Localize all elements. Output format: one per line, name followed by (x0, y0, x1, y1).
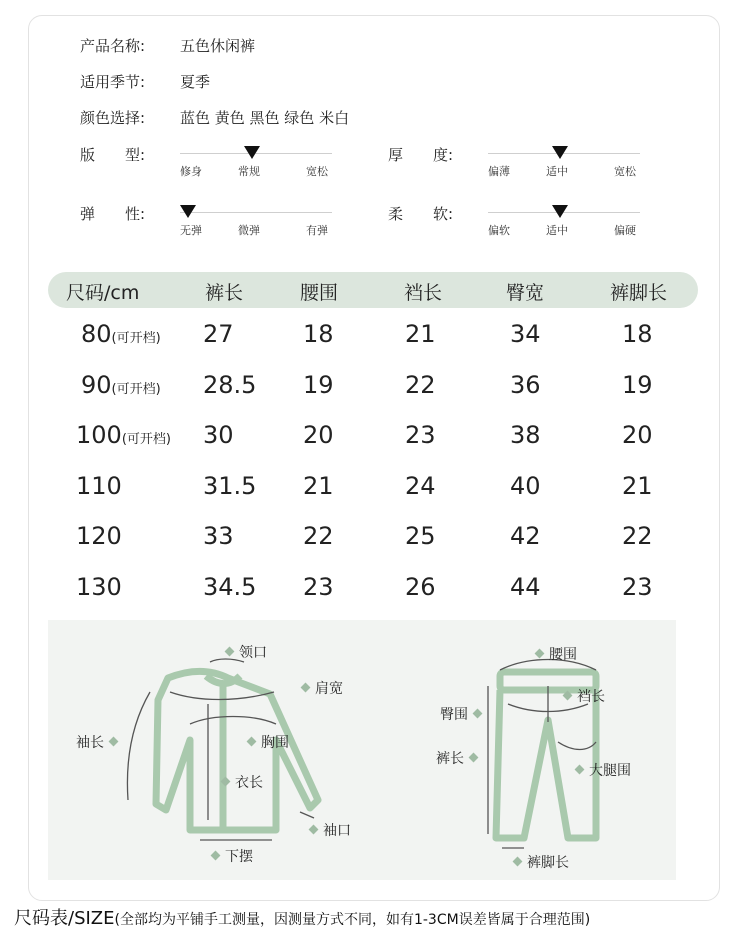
size-value: 90 (81, 370, 112, 399)
slider-marker-icon (552, 205, 568, 218)
slider-tick-label: 适中 (546, 224, 568, 237)
slider-tick-label: 无弹 (180, 224, 202, 237)
cell-length: 34.5 (203, 572, 257, 601)
color-value: 蓝色 黄色 黑色 绿色 米白 (180, 109, 350, 127)
slider-tick-label: 有弹 (306, 224, 328, 237)
product-name-value: 五色休闲裤 (180, 37, 256, 55)
size-value: 130 (76, 572, 122, 601)
cell-hip: 40 (510, 471, 541, 500)
label-chest: 胸围 (242, 732, 289, 752)
size-value: 100 (76, 421, 122, 449)
slider-marker-icon (552, 146, 568, 159)
cell-leg-opening: 20 (622, 421, 653, 449)
cell-size (76, 421, 171, 449)
cell-hip: 42 (510, 522, 541, 550)
footer-disclaimer: (全部均为平铺手工测量，因测量方式不同，如有1-3CM误差皆属于合理范围) (114, 912, 591, 928)
table-row (0, 573, 744, 617)
cell-waist: 18 (303, 320, 334, 348)
slider-tick-label: 常规 (238, 165, 260, 178)
cell-rise: 21 (405, 320, 436, 348)
slider-tick-label: 微弹 (238, 224, 260, 237)
cell-leg-opening: 19 (622, 370, 653, 399)
cell-waist: 19 (303, 370, 334, 399)
cell-rise: 24 (405, 471, 436, 500)
label-leg-opening: 裤脚长 (508, 852, 569, 872)
season-row (80, 71, 211, 92)
label-thigh: 大腿围 (570, 760, 631, 780)
color-row (80, 107, 350, 128)
footer-note (14, 904, 590, 930)
cell-hip: 44 (510, 572, 541, 601)
size-note: (可开档) (121, 432, 171, 447)
cell-hip: 36 (510, 370, 541, 399)
slider-label: 柔 软: (388, 205, 454, 223)
label-cuff: 袖口 (304, 820, 351, 840)
slider-tick-label: 偏薄 (488, 165, 510, 178)
slider-marker-icon (244, 146, 260, 159)
size-note: (可开档) (111, 331, 161, 346)
header-leg-opening: 裤脚长 (610, 282, 668, 304)
label-sleeve: 袖长 (76, 732, 123, 752)
label-waist: 腰围 (530, 644, 577, 664)
cell-length: 33 (203, 522, 234, 550)
slider-track (180, 212, 332, 213)
cell-length: 30 (203, 421, 234, 449)
cell-rise: 26 (405, 572, 436, 601)
label-rise: 裆长 (558, 686, 605, 706)
cell-size (81, 371, 161, 399)
cell-leg-opening: 22 (622, 522, 653, 550)
label-hip: 臀围 (440, 704, 487, 724)
cell-size (76, 522, 122, 550)
cell-leg-opening: 18 (622, 320, 653, 348)
slider-tick-label: 适中 (546, 165, 568, 178)
slider-tick-label: 偏硬 (614, 224, 636, 237)
footer-title: 尺码表/SIZE (14, 908, 115, 929)
cell-hip: 38 (510, 421, 541, 449)
header-size: 尺码/cm (66, 282, 140, 304)
table-row (0, 320, 744, 364)
cell-leg-opening: 23 (622, 572, 653, 601)
cell-size (76, 573, 122, 601)
garment-illustration (48, 620, 676, 880)
cell-rise: 22 (405, 370, 436, 399)
label-jacket-length: 衣长 (216, 772, 263, 792)
label-pants-length: 裤长 (436, 748, 483, 768)
cell-size (81, 320, 161, 348)
slider-tick-label: 修身 (180, 165, 202, 178)
size-value: 80 (81, 320, 112, 348)
size-value: 120 (76, 522, 122, 550)
slider-marker-icon (180, 205, 196, 218)
cell-waist: 22 (303, 522, 334, 550)
product-name-row (80, 35, 256, 56)
slider-label: 版 型: (80, 146, 146, 164)
table-row (0, 421, 744, 465)
size-note: (可开档) (111, 381, 161, 397)
product-name-label: 产品名称: (80, 37, 146, 55)
slider-tick-label: 宽松 (614, 165, 636, 178)
header-length: 裤长 (205, 282, 244, 304)
label-collar: 领口 (220, 642, 267, 662)
table-row (0, 371, 744, 415)
slider-tick-label: 宽松 (306, 165, 328, 178)
cell-rise: 23 (405, 421, 436, 449)
cell-rise: 25 (405, 522, 436, 550)
season-value: 夏季 (180, 73, 211, 91)
measurement-diagram (48, 620, 676, 880)
color-label: 颜色选择: (80, 109, 146, 127)
cell-length: 27 (203, 320, 234, 348)
header-waist: 腰围 (300, 282, 339, 304)
header-hip: 臀宽 (506, 282, 545, 304)
cell-size (76, 472, 122, 500)
slider-label: 厚 度: (388, 146, 454, 164)
table-row (0, 522, 744, 566)
cell-leg-opening: 21 (622, 471, 653, 500)
size-value: 110 (76, 471, 122, 500)
header-rise: 裆长 (404, 282, 443, 304)
label-shoulder: 肩宽 (296, 678, 343, 698)
slider-label: 弹 性: (80, 205, 146, 223)
slider-tick-label: 偏软 (488, 224, 510, 237)
cell-waist: 23 (303, 572, 334, 601)
cell-hip: 34 (510, 320, 541, 348)
table-row (0, 472, 744, 516)
table-header (48, 272, 698, 308)
cell-waist: 21 (303, 471, 334, 500)
season-label: 适用季节: (80, 73, 146, 91)
label-hem: 下摆 (206, 846, 253, 866)
cell-waist: 20 (303, 421, 334, 449)
cell-length: 31.5 (203, 471, 257, 500)
cell-length: 28.5 (203, 370, 257, 399)
